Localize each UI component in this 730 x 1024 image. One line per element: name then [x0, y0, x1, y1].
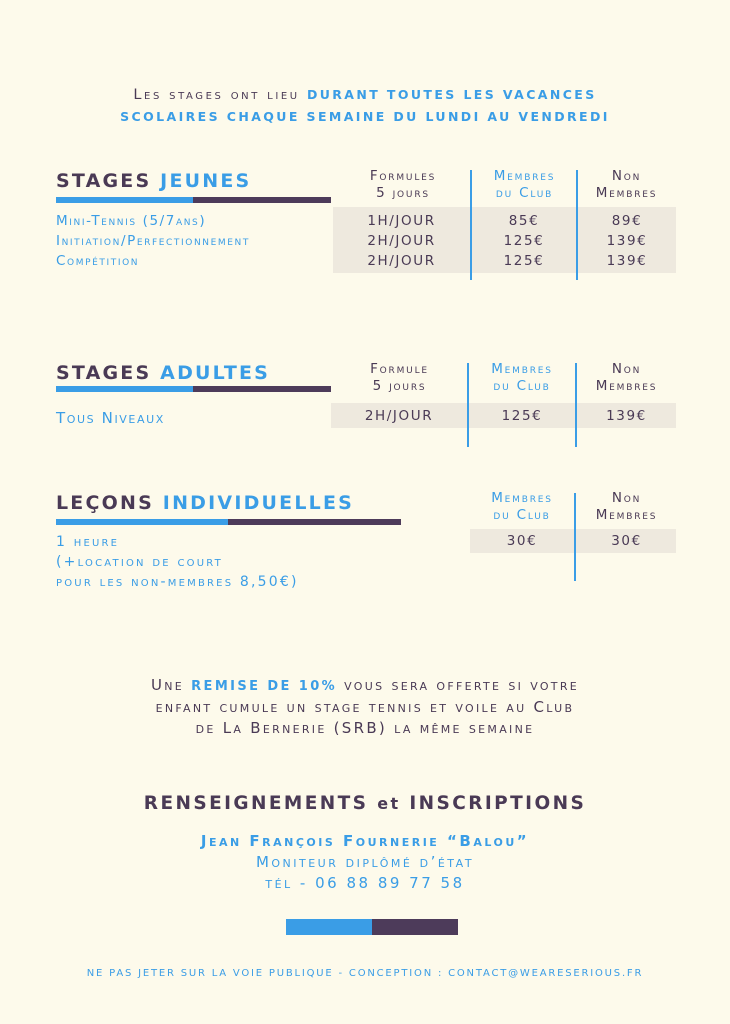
col-label: Membres [493, 168, 556, 184]
adultes-title-a: STAGES [56, 362, 152, 384]
jeunes-labels [56, 211, 250, 271]
remise-line1-c: vous sera offerte si votre [344, 676, 580, 694]
rens-title-b: INSCRIPTIONS [409, 793, 587, 814]
adultes-title-bar [56, 386, 331, 392]
adultes-col-membres [469, 361, 575, 395]
jeunes-cell: 85€ [508, 213, 540, 229]
remise-highlight: REMISE DE 10% [191, 679, 338, 694]
col-label: Membres [595, 185, 658, 201]
jeunes-row-label: Mini-Tennis (5/7ans) [56, 213, 207, 229]
intro-text [0, 84, 730, 127]
rens-title-et: et [377, 794, 401, 813]
col-label: Membres [491, 490, 553, 506]
jeunes-row-label: Initiation/Perfectionnement [56, 233, 250, 249]
jeunes-title-b: JEUNES [160, 170, 252, 192]
col-label: Non [611, 361, 642, 377]
contact-block [0, 831, 730, 894]
jeunes-non [578, 211, 676, 271]
jeunes-title-a: STAGES [56, 170, 152, 192]
lecons-line: (+location de court [56, 554, 223, 570]
adultes-col-non [577, 361, 676, 395]
adultes-col-formule [331, 361, 468, 395]
adultes-divider-2 [575, 363, 577, 447]
contact-name: Jean François Fournerie “Balou” [200, 832, 530, 850]
lecons-divider [574, 493, 576, 581]
lecons-title [56, 492, 354, 514]
col-label: 5 jours [372, 378, 427, 394]
col-label: Non [611, 490, 642, 506]
adultes-divider-1 [467, 363, 469, 447]
lecons-title-bar [56, 519, 401, 525]
jeunes-title-bar [56, 197, 331, 203]
remise-line1-a: Une [150, 676, 185, 694]
lecons-membre: 30€ [506, 533, 538, 549]
jeunes-row-label: Compétition [56, 253, 140, 269]
rens-title-a: RENSEIGNEMENTS [143, 793, 369, 814]
col-label: du Club [495, 185, 554, 201]
col-label: 5 jours [376, 185, 430, 201]
jeunes-col-formules [333, 168, 473, 202]
remise-text [0, 675, 730, 739]
remise-line3: de La Bernerie (SRB) la même semaine [195, 719, 535, 737]
jeunes-cell: 1H/JOUR [367, 213, 436, 229]
col-label: Non [611, 168, 642, 184]
jeunes-cell: 89€ [611, 213, 643, 229]
jeunes-formules [333, 211, 470, 271]
col-label: du Club [493, 507, 551, 523]
adultes-membre: 125€ [501, 408, 543, 424]
lecons-title-b: INDIVIDUELLES [162, 492, 355, 514]
adultes-title-b: ADULTES [160, 362, 271, 384]
adultes-label: Tous Niveaux [56, 409, 165, 427]
jeunes-cell: 139€ [606, 233, 648, 249]
jeunes-title [56, 170, 251, 192]
col-label: Membres [595, 378, 658, 394]
remise-line2: enfant cumule un stage tennis et voile au Club [155, 698, 575, 716]
intro-line1-b: DURANT TOUTES LES VACANCES [306, 87, 597, 102]
jeunes-cell: 2H/JOUR [367, 253, 436, 269]
jeunes-col-membres [473, 168, 576, 202]
lecons-description [56, 532, 299, 592]
lecons-non: 30€ [611, 533, 642, 549]
col-label: Membres [491, 361, 553, 377]
lecons-line: 1 heure [56, 534, 120, 550]
renseignements-title [0, 793, 730, 814]
adultes-formule: 2H/JOUR [364, 408, 434, 424]
col-label: Formule [370, 361, 429, 377]
jeunes-cell: 125€ [503, 253, 545, 269]
col-label: Membres [595, 507, 658, 523]
footer-text: NE PAS JETER SUR LA VOIE PUBLIQUE - CONCEPTION : CONTACT@WEARESERIOUS.FR [86, 968, 644, 979]
intro-line1-a: Les stages ont lieu [133, 87, 300, 103]
jeunes-cell: 139€ [606, 253, 648, 269]
intro-line2: SCOLAIRES CHAQUE SEMAINE DU LUNDI AU VENDREDI [120, 109, 610, 124]
adultes-title [56, 362, 270, 384]
lecons-line: pour les non-membres 8,50€) [56, 574, 299, 590]
decorative-bar [286, 919, 458, 935]
lecons-col-non [577, 490, 676, 524]
lecons-col-membres [470, 490, 574, 524]
contact-phone: tél - 06 88 89 77 58 [265, 874, 465, 892]
lecons-title-a: LEÇONS [56, 492, 154, 514]
contact-role: Moniteur diplômé d’état [255, 853, 475, 871]
col-label: du Club [493, 378, 551, 394]
jeunes-cell: 2H/JOUR [367, 233, 436, 249]
jeunes-cell: 125€ [503, 233, 545, 249]
jeunes-col-non [578, 168, 675, 202]
adultes-non: 139€ [606, 408, 647, 424]
jeunes-membres [472, 211, 576, 271]
col-label: Formules [369, 168, 437, 184]
